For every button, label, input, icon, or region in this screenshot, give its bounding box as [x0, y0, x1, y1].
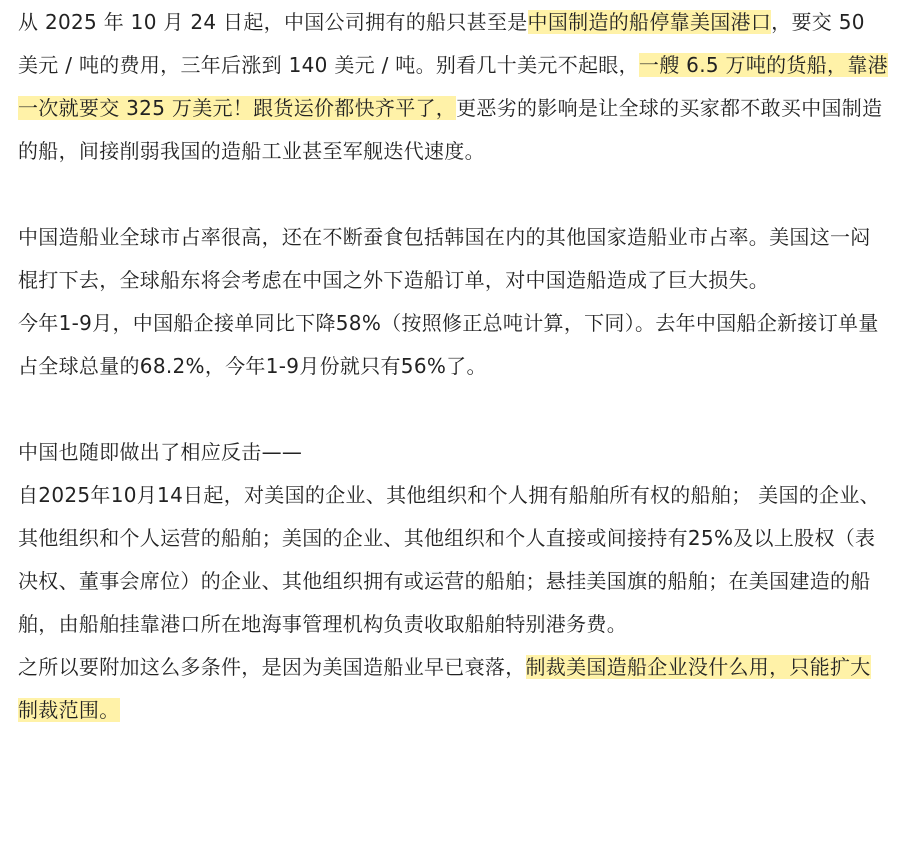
paragraph-order-stats: [18, 302, 890, 388]
highlighted-text-segment: 一艘 6.5 万吨的货船，靠港一次就要交 325 万美元！跟货运价都快齐平了，: [18, 53, 888, 120]
text-segment: 今年1-9月，中国船企接单同比下降58%（按照修正总吨计算，下同）。去年中国船企新接订单量占全球总量的68.2%，今年1-9月份就只有56%了。: [18, 311, 879, 378]
highlighted-text-segment: 中国制造的船停靠美国港口: [527, 10, 772, 34]
paragraph-port-fees: [18, 1, 890, 173]
paragraph-market-share: [18, 216, 890, 302]
paragraph-conclusion: [18, 646, 890, 732]
text-segment: 从 2025 年 10 月 24 日起，中国公司拥有的船只甚至是: [18, 10, 528, 34]
paragraph-countermeasure-intro: [18, 431, 890, 474]
text-segment: 之所以要附加这么多条件，是因为美国造船业早已衰落，: [18, 655, 526, 679]
text-segment: 更恶劣的影响是让全球的买家都不敢买中国制造的船，间接削弱我国的造船工业甚至军舰迭代速度。: [18, 96, 883, 163]
text-segment: ，要交 50 美元 / 吨的费用，三年后涨到 140 美元 / 吨。别看几十美元不起眼，: [18, 10, 865, 77]
text-segment: 中国造船业全球市占率很高，还在不断蚕食包括韩国在内的其他国家造船业市占率。美国这一闷棍打下去，全球船东将会考虑在中国之外下造船订单，对中国造船造成了巨大损失。: [18, 225, 871, 292]
highlighted-text-segment: 制裁美国造船企业没什么用，只能扩大制裁范围。: [18, 655, 871, 722]
paragraph-spacer: [18, 388, 890, 431]
article-body: [18, 0, 890, 732]
paragraph-countermeasure-details: [18, 474, 890, 646]
paragraph-spacer: [18, 173, 890, 216]
text-segment: 中国也随即做出了相应反击——: [18, 440, 303, 464]
text-segment: 自2025年10月14日起，对美国的企业、其他组织和个人拥有船舶所有权的船舶； 美国的企业、其他组织和个人运营的船舶；美国的企业、其他组织和个人直接或间接持有25%及以上股权（表决权、董事会席位）的企业、其他组织拥有或运营的船舶；悬挂美国旗的船舶；在美国建造的船舶，由船舶挂靠港口所在地海事管理机构负责收取船舶特别港务费。: [18, 483, 880, 636]
